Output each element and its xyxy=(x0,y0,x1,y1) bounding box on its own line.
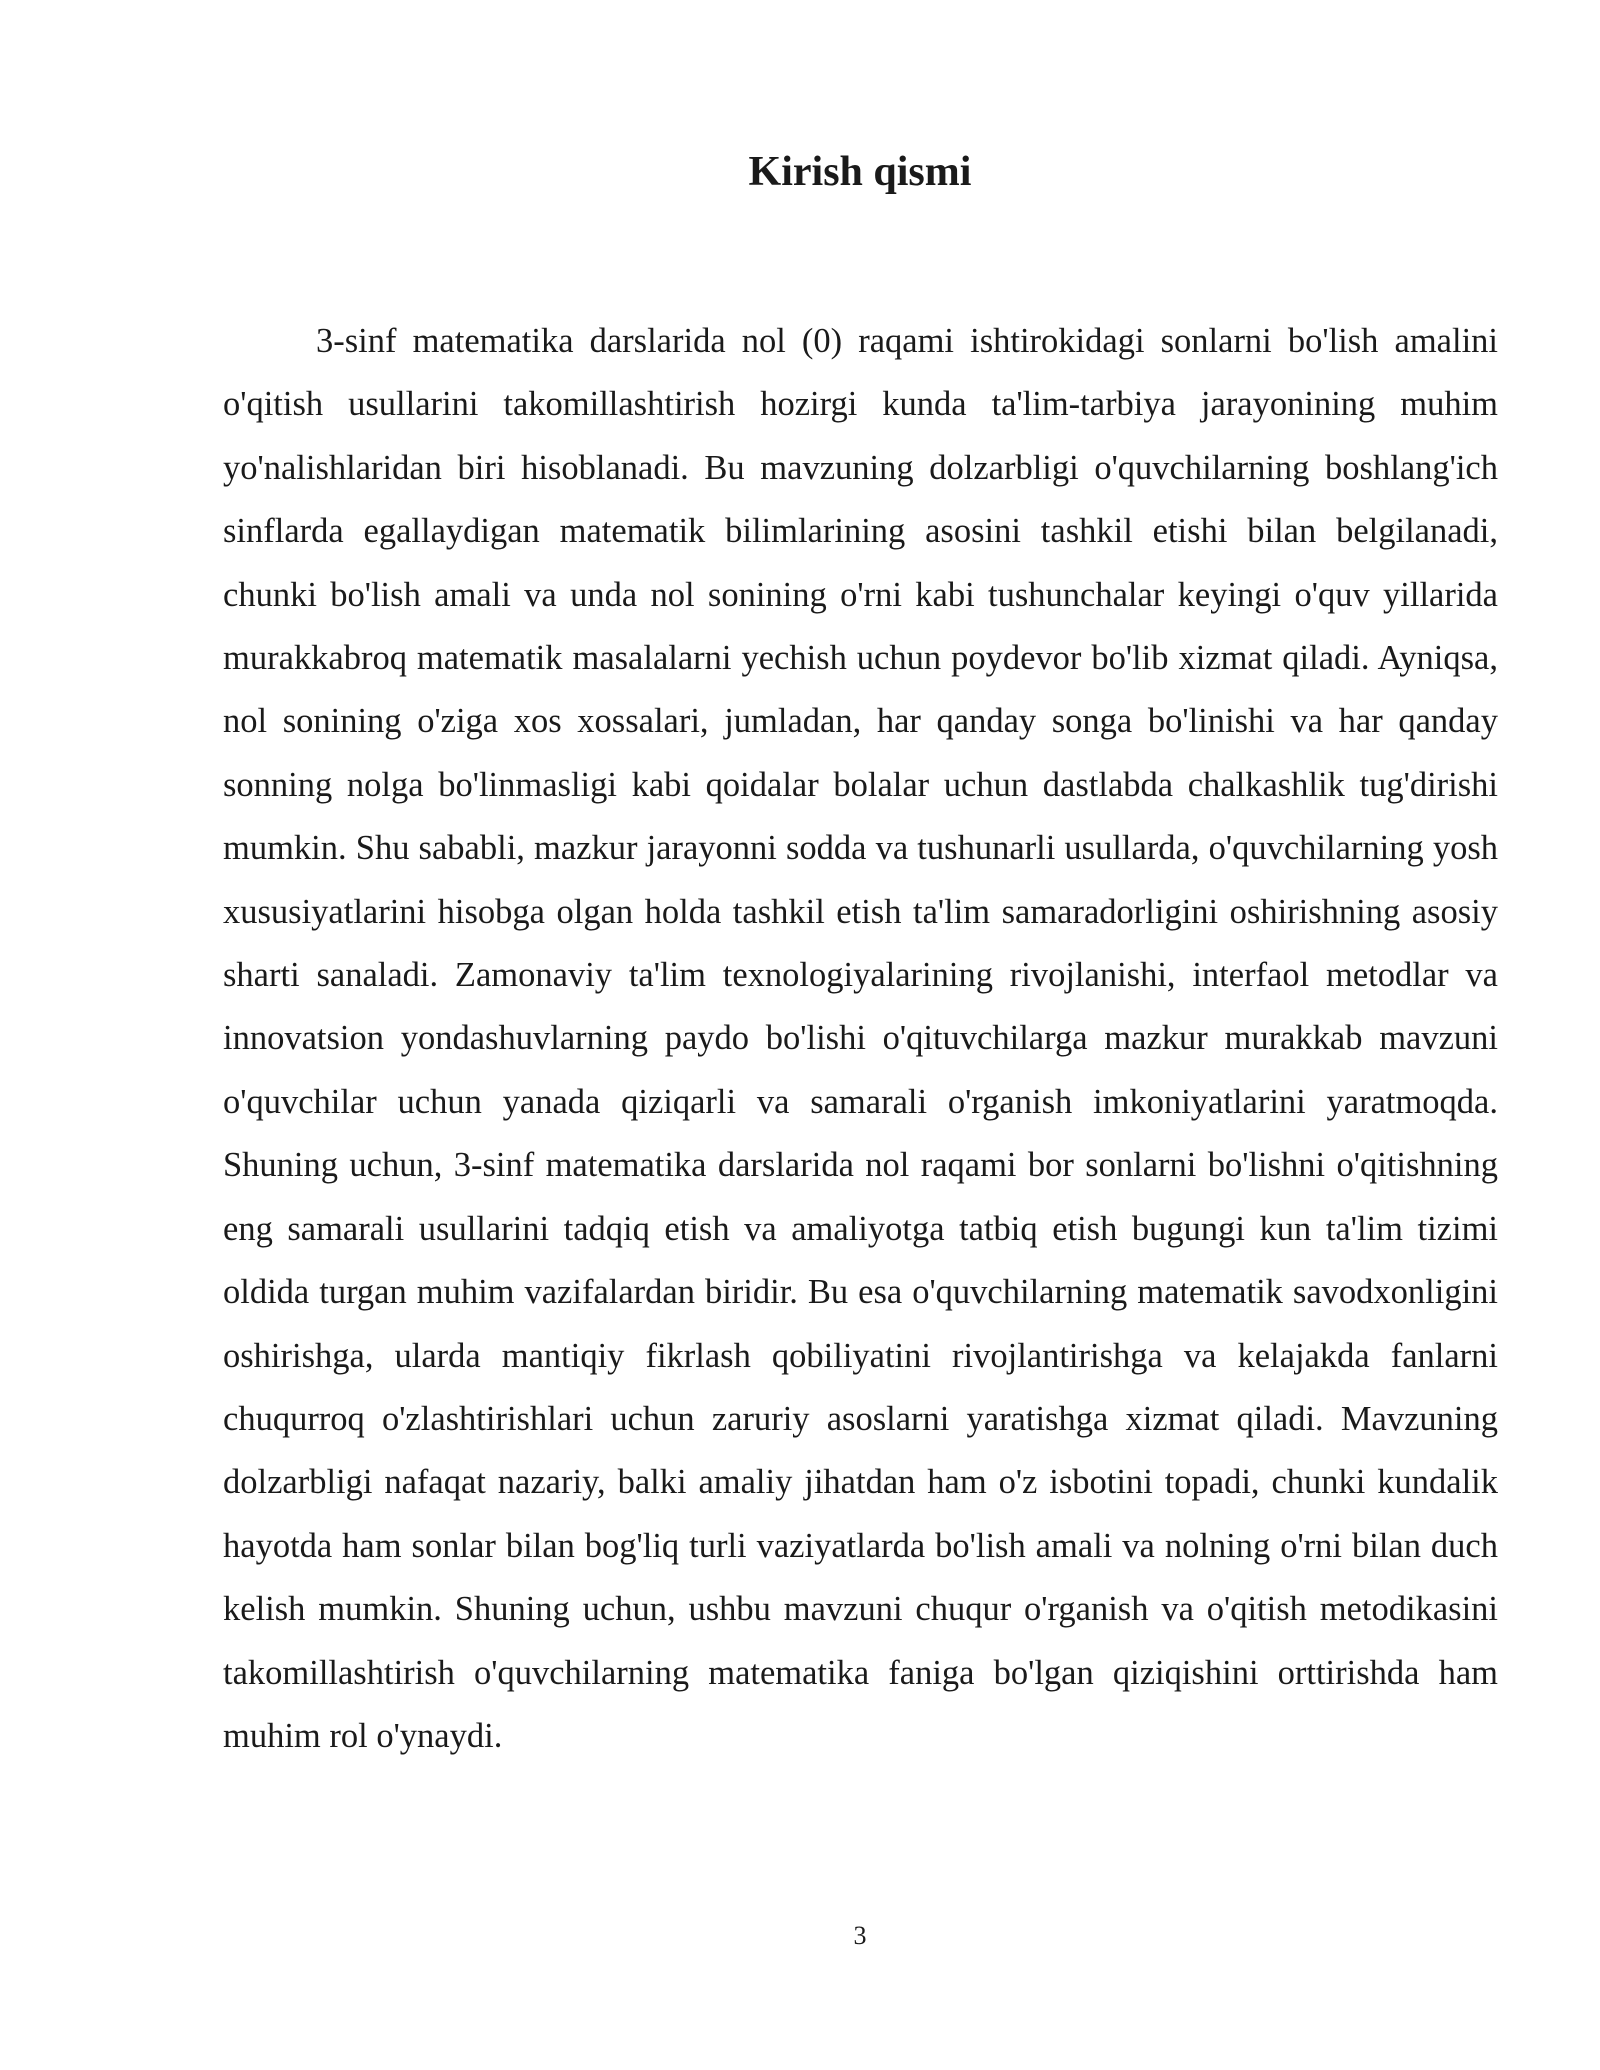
page-title: Kirish qismi xyxy=(748,149,972,195)
page-number: 3 xyxy=(853,1921,867,1950)
body-paragraph: 3-sinf matematika darslarida nol (0) raqami ishtirokidagi sonlarni bo'lish amalini o'qitish usullarini takomillashtirish hozirgi kunda ta'lim-tarbiya jarayonining muhim yo'nalishlaridan biri hisoblanadi. Bu mavzuning dolzarbligi o'quvchilarning boshlang'ich sinflarda egallaydigan matematik bilimlarining asosini tashkil etishi bilan belgilanadi, chunki bo'lish amali va unda nol sonining o'rni kabi tushunchalar keyingi o'quv yillarida murakkabroq matematik masalalarni yechish uchun poydevor bo'lib xizmat qiladi. Ayniqsa, nol sonining o'ziga xos xossalari, jumladan, har qanday songa bo'linishi va har qanday sonning nolga bo'linmasligi kabi qoidalar bolalar uchun dastlabda chalkashlik tug'dirishi mumkin. Shu sababli, mazkur jarayonni sodda va tushunarli usullarda, o'quvchilarning yosh xususiyatlarini hisobga olgan holda tashkil etish ta'lim samaradorligini oshirishning asosiy sharti sanaladi. Zamonaviy ta'lim texnologiyalarining rivojlanishi, interfaol metodlar va innovatsion yondashuvlarning paydo bo'lishi o'qituvchilarga mazkur murakkab mavzuni o'quvchilar uchun yanada qiziqarli va samarali o'rganish imkoniyatlarini yaratmoqda. Shuning uchun, 3-sinf matematika darslarida nol raqami bor sonlarni bo'lishni o'qitishning eng samarali usullarini tadqiq etish va amaliyotga tatbiq etish bugungi kun ta'lim tizimi oldida turgan muhim vazifalardan biridir. Bu esa o'quvchilarning matematik savodxonligini oshirishga, ularda mantiqiy fikrlash qobiliyatini rivojlantirishga va kelajakda fanlarni chuqurroq o'zlashtirishlari uchun zaruriy asoslarni yaratishga xizmat qiladi. Mavzuning dolzarbligi nafaqat nazariy, balki amaliy jihatdan ham o'z isbotini topadi, chunki kundalik hayotda ham sonlar bilan bog'liq turli vaziyatlarda bo'lish amali va nolning o'rni bilan duch kelish mumkin. Shuning uchun, ushbu mavzuni chuqur o'rganish va o'qitish metodikasini takomillashtirish o'quvchilarning matematika faniga bo'lgan qiziqishini orttirishda ham muhim rol o'ynaydi. xyxy=(223,322,1498,1755)
